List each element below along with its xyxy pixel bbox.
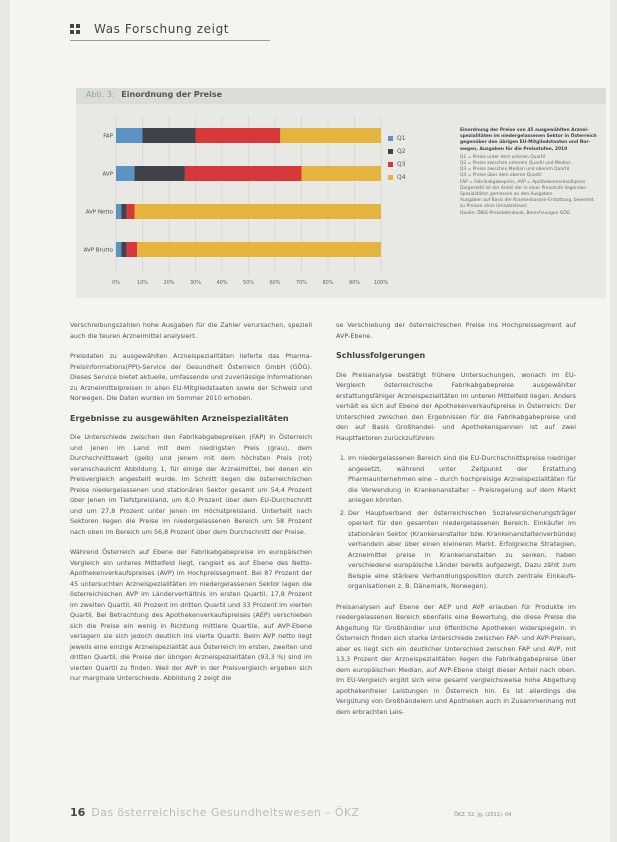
x-tick-label: 20% [163, 280, 175, 286]
x-tick-label: 80% [322, 280, 334, 286]
x-tick-label: 90% [348, 280, 361, 286]
grid-icon [70, 24, 80, 34]
figure-title [86, 90, 222, 99]
legend-item [388, 145, 406, 158]
figure-note-item: Q3 = Preise zwischen Median und oberem Quartil [460, 167, 570, 173]
list-item: 2. Der Hauptverband der österreichischen Sozialversicherungsträger operiert für den gesamten niedergelassenen Bereich. Einkäufer im stationären Sektor (Krankenanstalter bzw. Krankenanstaltenverbünde) verhandeln aber über einen kleineren Markt. Erfolgreiche Strategien, Arzneimittel preise in Krankenanstalten zu senken, haben verschiedene europäische Länder bereits aufgezeigt, Dazu zählt zum Beispie eine stärkere Verhandlungsposition durch zentrale Einkaufsorganisationen z. B. Dänemark, Norwegen). [348, 508, 576, 592]
bar-segment-q3 [185, 166, 302, 181]
body-paragraph: Verschreibungszahlen hohe Ausgaben für die Zahler verursachen, speziell auch die teuren Arzneimittel analysiert. [70, 321, 312, 340]
body-paragraph: Während Österreich auf Ebene der Fabrikabgabepreise im europäischen Vergleich ein unteres Mittelfeld liegt, rangiert es auf Ebene des Netto-Apothekenverkaufspreises (AVP) im Hochpreissegment. Bei 87 Prozent der 45 untersuchten Arzneispezialitäten im niedergelassenen Sektor lagen die österreichischen AVP im Länderverhältnis im ersten Quartil, 17,8 Prozent im zweiten Quartil, 40 Prozent im dritten Quartil und 33 Prozent im vierten Quartil. Bei Betrachtung des Apothekenverkaufspreises (AEP) verschieben sich die Preise ein wenig in Richtung mittlere Quartile, auf AVP-Ebene verlagern sie sich jedoch deutlich ins vierte Quartil. Beim AVP netto liegt jeweils eine einzige Arzneispezialität aus Österreich im ersten, zweiten und dritten Quartil, die Preise der übrigen Arzneispezialitäten (93,3 %) sind im vierten Quartil zu finden. Weil der AVP in der Preisvergleich ergeben sich nur marginale Unterschiede. Abbildung 2 zeigt die [70, 548, 312, 682]
list-item: 1. Im niedergelassenen Bereich sind die EU-Durchschnittspreise niedriger angesetzt, während unter Zeitpunkt der Erstattung Pharmaunternehmen eine – durch hochpreisige Arzneispezialitäten für die Verwendung in Krankenanstalter – Preisregelung auf dem Markt anlegen könnten. [348, 453, 576, 506]
bar-segment-q3 [196, 128, 281, 143]
legend-swatch [388, 175, 393, 180]
bar-segment-q1 [116, 242, 121, 257]
figure-title-text: Einordnung der Preise [121, 90, 223, 99]
body-paragraph: Preisdaten zu ausgewählten Arzneispezialitäten lieferte das Pharma-Preisinformations(PPI)-Service der Gesundheit Österreich GmbH (GÖG). Dieses Service bietet aktuelle, umfassende und zuverlässige Informationen zu Arzneimittelpreisen in allen EU-Mitgliedstaaten sowie der Schweiz und Norwegen. Die Daten wurden im Sommer 2010 erhoben. [70, 352, 312, 402]
header-divider [70, 40, 270, 41]
figure-note-item: Quelle: ÖBIG-Preisdatenbank, Berechnungen GÖG [460, 210, 571, 216]
footer-publication: ÖKZ, 52. Jg. (2011), 04 [454, 812, 512, 818]
body-paragraph: Preisanalysen auf Ebene der AEP und AVP erlauben für Produkte im niedergelassenen Bereich ebenfalls eine Bewertung, die diese Preise die Abgeltung für Großhändler und öffentliche Apotheken widerspiegeln. In Österreich finden sich starke Unterschiede zwischen FAP- und AVP-Preisen, aber es liegt sich ein deutlicher Unterschied zwischen FAP und AVP, mit 13,3 Prozent der Arzneispezialitäten liegen die Fabrikabgabepreise über dem europäischen Median, auf AVP-Ebene steigt dieser Anteil nach oben. Im EU-Vergleich ergibt sich eine gesamt vergleichsweise hohe Abgeltung apothekenfreier Leistungen in Österreich hin. Es ist allerdings die Vergütung von Großhändelern und Apotheken auch in Zusammenhang mit dem erbrachten Leis- [336, 602, 576, 716]
legend-label: Q2 [397, 148, 406, 155]
figure-note-item: FAP = Fabrikabgabepreis, AVP = Apothekenverkaufspreis [460, 179, 586, 185]
bar-segment-q2 [121, 204, 126, 219]
legend-label: Q4 [397, 174, 406, 181]
numbered-list [336, 453, 576, 592]
figure-number: Abb. 3: [86, 90, 115, 99]
footer-title: Das österreichische Gesundheitswesen – ÖKZ [91, 806, 360, 819]
legend-item [388, 171, 406, 184]
stacked-bar-chart [76, 104, 389, 298]
category-label: FAP [103, 133, 113, 140]
bar-segment-q2 [121, 242, 126, 257]
figure-note-item: Q1 = Preise unter dem unteren Quartil [460, 154, 546, 160]
bar-segment-q3 [127, 204, 135, 219]
chart-legend [388, 132, 406, 184]
legend-swatch [388, 162, 393, 167]
figure [76, 88, 606, 298]
bar-segment-q1 [116, 204, 121, 219]
legend-item [388, 158, 406, 171]
body-paragraph: Die Preisanalyse bestätigt frühere Untersuchungen, wonach im EU-Vergleich österreichische Fabrikabgabepreise ausgewählter erstattungsfähiger Arzneispezialitäten im unteren Mittelfeld liegen. Anders verhält es sich auf Ebene der Apothekenverkaufspreise in Österreich: Der Unterschied zwischen den Ergebnissen für die Fabrikabgabepreise und den auf Basis Großhandel- und Apothekenspannen ist auf zwei Hauptfaktoren zurückzuführen: [336, 370, 576, 442]
legend-swatch [388, 136, 393, 141]
figure-note-item: Q4 = Preise über dem oberen Quartil [460, 173, 542, 179]
figure-note-item: Ausgaben auf Basis der Krankenkassen-Erstattung, bewertet zu Preisen ohne Umsatzsteuer. [460, 198, 594, 210]
x-tick-label: 100% [373, 280, 389, 286]
figure-notes [460, 128, 600, 217]
right-column [336, 320, 576, 727]
x-tick-label: 70% [295, 280, 308, 286]
figure-note-item: Q2 = Preise zwischen unterem Quartil und Median [460, 161, 571, 167]
bar-segment-q3 [127, 242, 138, 257]
page-header [70, 22, 229, 36]
category-label: AVP [102, 171, 113, 178]
page [10, 0, 610, 842]
bar-segment-q4 [302, 166, 382, 181]
figure-notes-title: Einordnung der Preise von 45 ausgewählten Arzneispezialitäten im niedergelassenen Sektor in Österreich gegenüber den übrigen EU-Mitgliedstaaten und Norwegen, Ausgaben für die Preisstufen, 2010 [460, 128, 597, 152]
body-paragraph: Die Unterschiede zwischen den Fabrikabgabepreisen (FAP) in Österreich und jenen im Land mit dem niedrigsten Preis (grau), dem Durchschnittswert (gelb) und jenem mit dem höchsten Preis (rot) veranschaulicht Abbildung 1, für einige der Arzneimittel, bei denen ein Preisvergleich angestellt wurde. Im Schnitt liegen die österreichischen Preise niedergelassenen und stationären Sektor gesamt um 54,4 Prozent über jenen im Tiefstpreisland, um 8,0 Prozent über dem EU-Durchschnitt und um 27,8 Prozent unter jenen im Höchstpreisland. Unterteilt nach Sektoren liegen die Preise im niedergelassenen Bereich um 58 Prozent nach oben im Bereich um 56,8 Prozent über dem Durchschnitt der Preise. [70, 433, 312, 536]
bar-segment-q2 [135, 166, 185, 181]
x-tick-label: 30% [189, 280, 202, 286]
category-label: AVP Netto [85, 209, 113, 216]
figure-note-item: Dargestellt ist der Anteil der in einer Preisstufe liegenden Spezialitäten gemessen an den Ausgaben. [460, 185, 587, 198]
bar-segment-q1 [116, 128, 143, 143]
x-tick-label: 60% [269, 280, 281, 286]
bar-segment-q4 [137, 242, 381, 257]
section-heading: Ergebnisse zu ausgewählten Arzneispezialitäten [70, 413, 289, 423]
left-column [70, 320, 312, 694]
page-footer [70, 806, 360, 819]
legend-swatch [388, 149, 393, 154]
section-heading: Schlussfolgerungen [336, 351, 426, 360]
bar-segment-q4 [135, 204, 381, 219]
category-label: AVP Brutto [83, 247, 113, 254]
body-paragraph: se Verschiebung der österreichischen Preise ins Hochpreissegment auf AVP-Ebene. [336, 321, 576, 340]
x-tick-label: 10% [136, 280, 149, 286]
x-tick-label: 0% [112, 280, 120, 286]
section-title: Was Forschung zeigt [94, 22, 230, 36]
x-tick-label: 40% [216, 280, 228, 286]
figure-header [76, 88, 606, 104]
bar-segment-q1 [116, 166, 135, 181]
bar-segment-q4 [280, 128, 381, 143]
legend-label: Q1 [397, 135, 406, 142]
legend-label: Q3 [397, 161, 406, 168]
x-tick-label: 50% [242, 280, 255, 286]
page-number: 16 [70, 806, 86, 819]
bar-segment-q2 [143, 128, 196, 143]
legend-item [388, 132, 406, 145]
